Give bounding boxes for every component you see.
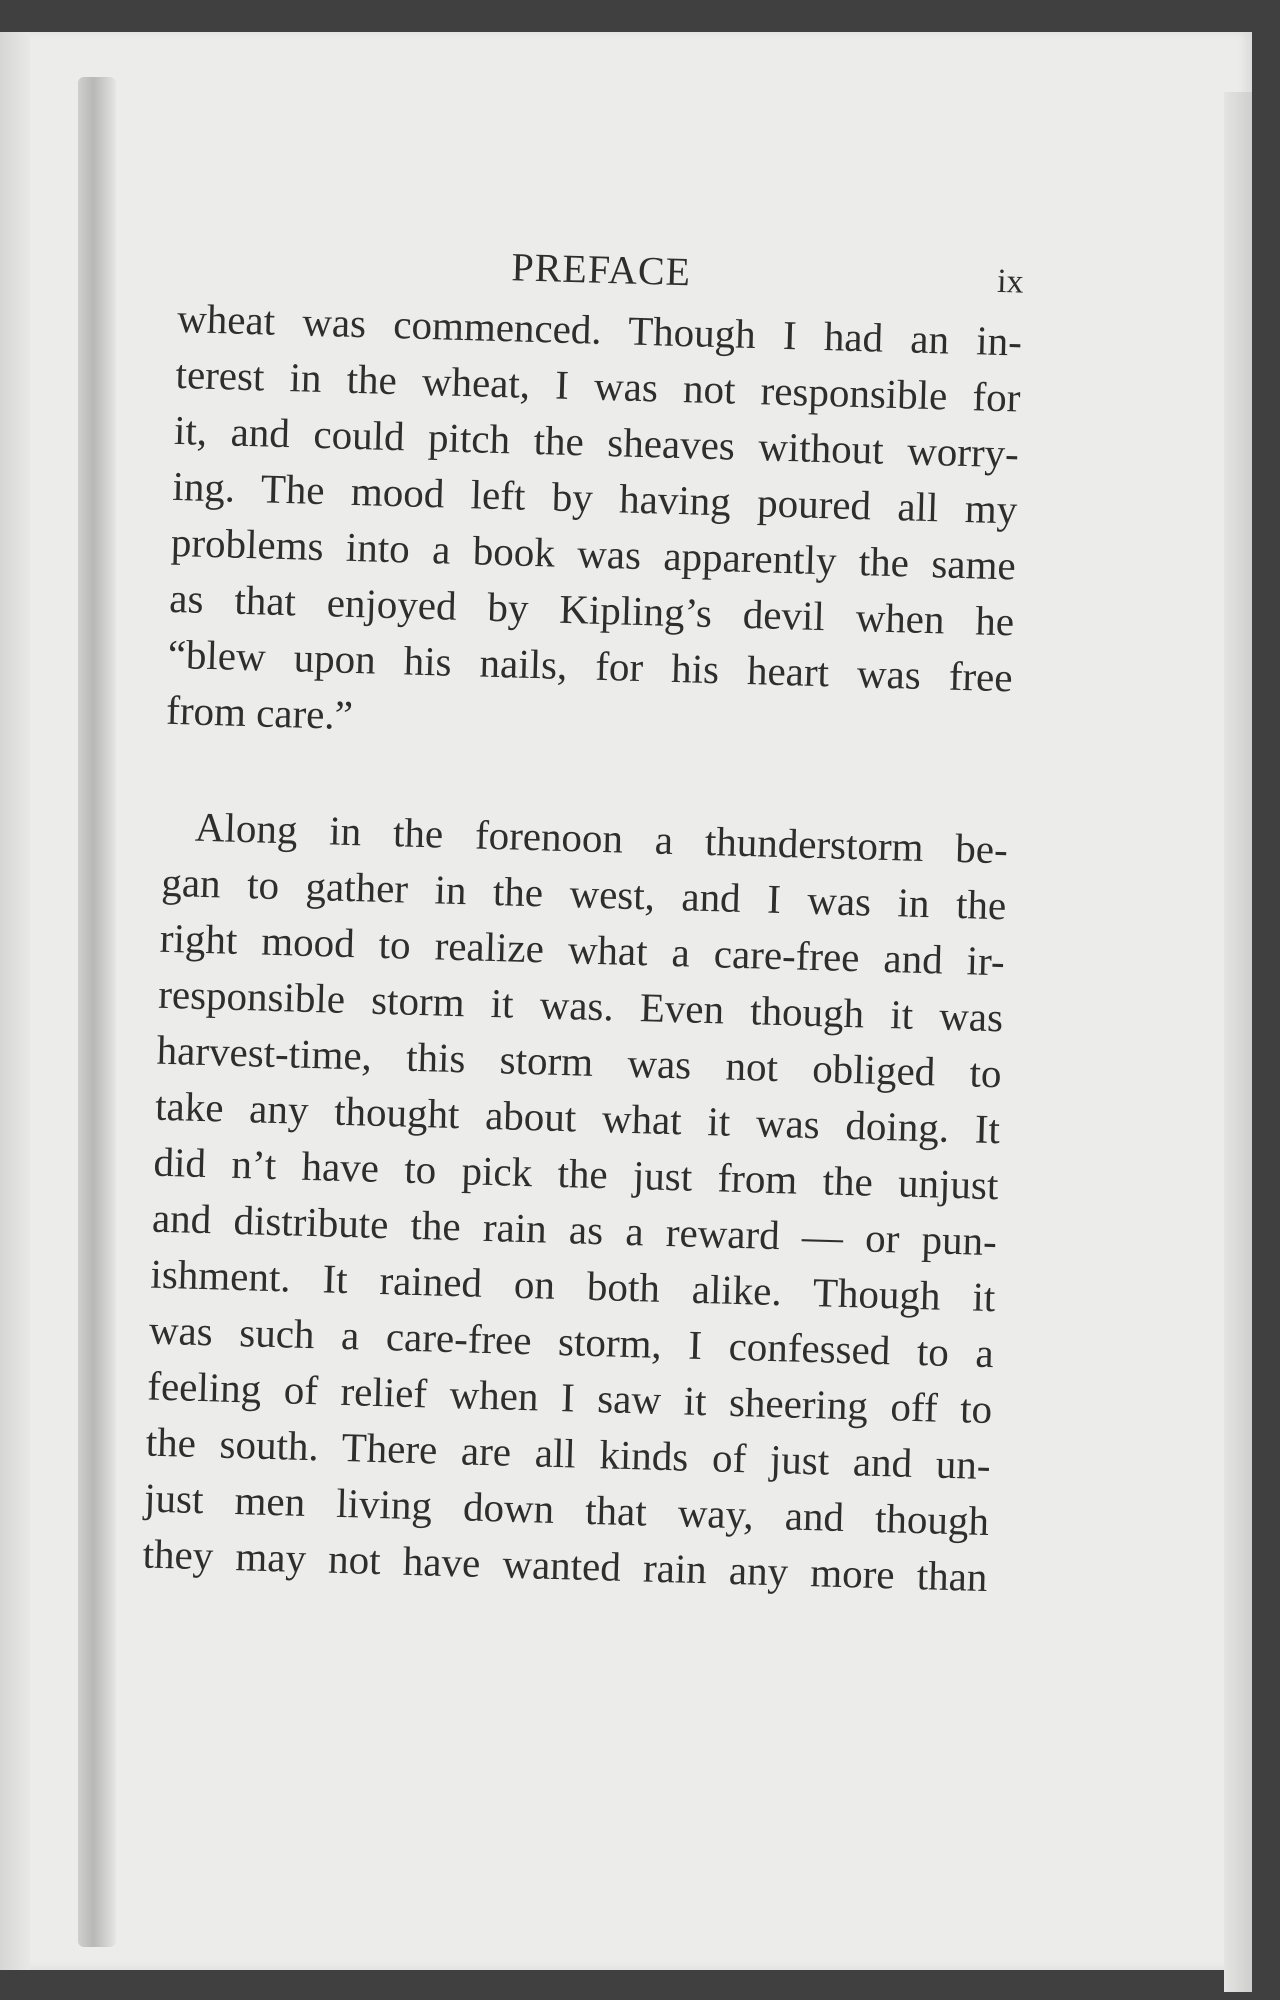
text-line: Along in the forenoon a thunderstorm be- [194, 803, 1009, 873]
text-line: responsible storm it was. Even though it was [157, 970, 1004, 1041]
text-line: from care.” [165, 686, 354, 739]
text-line: was such a care-free storm, I confessed to a [148, 1306, 995, 1377]
text-line: ishment. It rained on both alike. Though it [149, 1250, 996, 1321]
binding-gutter [78, 77, 116, 1947]
text-block [142, 220, 1025, 1605]
text-line: terest in the wheat, I was not responsible for [175, 350, 1022, 421]
paragraph-1 [166, 290, 1023, 761]
text-line: as that enjoyed by Kipling’s devil when he [168, 574, 1015, 645]
page-left-edge [0, 32, 30, 1970]
text-line: problems into a book was apparently the same [170, 518, 1017, 589]
paragraph-2 [142, 798, 1009, 1605]
text-line: just men living down that way, and though [143, 1474, 990, 1545]
text-line: right mood to realize what a care-free and ir- [159, 914, 1006, 985]
text-line: wheat was commenced. Though I had an in- [176, 294, 1023, 365]
page-number: ix [996, 262, 1025, 301]
text-line: it, and could pitch the sheaves without worry- [173, 406, 1020, 477]
text-line: and distribute the rain as a reward — or pun- [151, 1194, 998, 1265]
page-right-edge [1224, 92, 1252, 1992]
running-head-title: PREFACE [510, 244, 692, 295]
text-line: feeling of relief when I saw it sheering off to [146, 1362, 993, 1433]
text-line: did n’t have to pick the just from the unjust [153, 1138, 1000, 1209]
text-line: gan to gather in the west, and I was in the [160, 858, 1007, 929]
text-line: take any thought about what it was doing. It [154, 1082, 1001, 1153]
text-line: ing. The mood left by having poured all my [171, 462, 1018, 533]
text-line: the south. There are all kinds of just and un- [145, 1418, 992, 1489]
text-line: they may not have wanted rain any more than [142, 1530, 989, 1601]
text-line: “blew upon his nails, for his heart was free [167, 630, 1014, 701]
text-line: harvest-time, this storm was not obliged to [156, 1026, 1003, 1097]
